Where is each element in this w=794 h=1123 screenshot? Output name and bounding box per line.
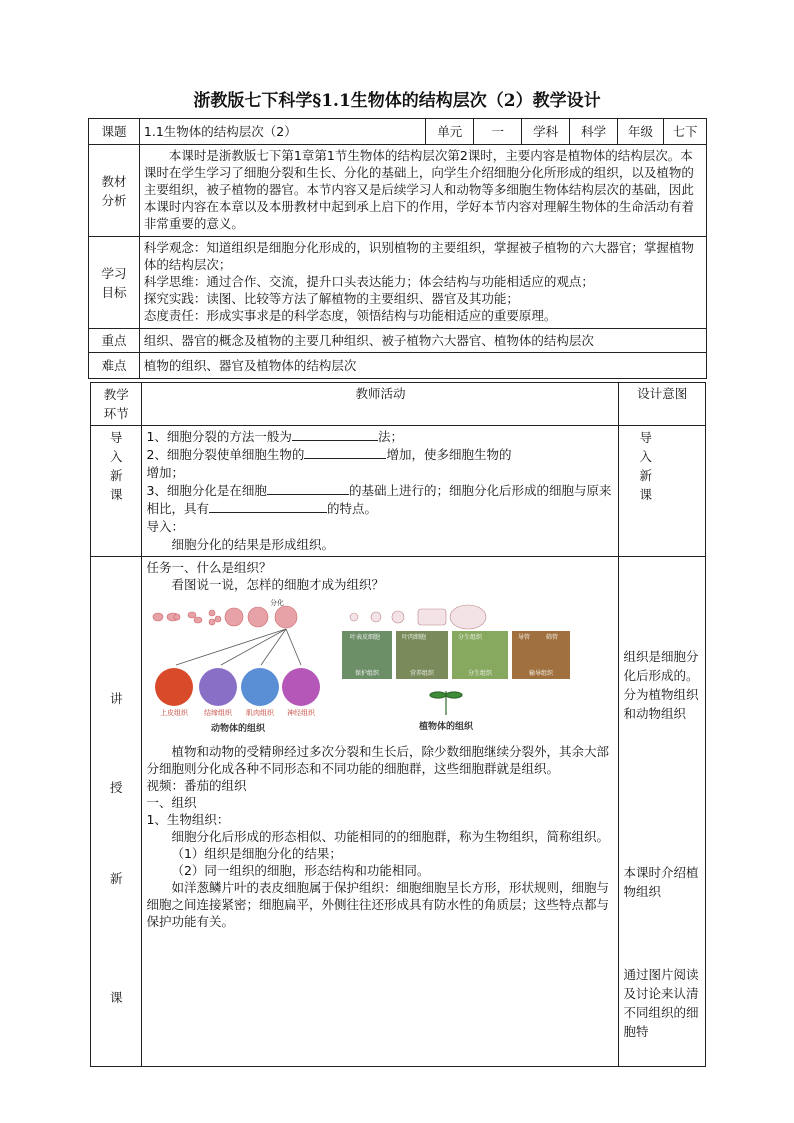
animal-tissue-label: 结缔组织 <box>204 709 233 717</box>
teach-activity <box>142 557 619 1067</box>
lead-text: 细胞分化的结果是形成组织。 <box>171 537 334 552</box>
tissue-illustration <box>146 595 614 735</box>
course-label: 课题 <box>89 119 140 145</box>
plant-caption: 植物体的组织 <box>419 722 474 732</box>
grade-label: 年级 <box>618 119 664 145</box>
plant-tissue-label: 输导组织 <box>529 670 554 677</box>
course-value: 1.1生物体的结构层次（2） <box>139 119 425 145</box>
lead-label: 导入： <box>146 519 184 534</box>
tissue-paragraph: 植物和动物的受精卵经过多次分裂和生长后，除少数细胞继续分裂外，其余大部分细胞则分化成各种不同形态和不同功能的细胞群，这些细胞群就是组织。 <box>146 744 609 776</box>
task-heading: 任务一、什么是组织？ <box>146 560 272 575</box>
lesson-info-table <box>88 118 707 379</box>
plant-tissue-label: 营养组织 <box>410 670 435 677</box>
teacher-activity-header: 教师活动 <box>142 383 619 426</box>
section-heading: 一、组织 <box>146 795 197 810</box>
intent-note: 组织是细胞分化后形成的。分为植物组织和动物组织 <box>623 649 699 721</box>
teach-intent <box>619 557 706 1067</box>
tissue-definition: 细胞分化后形成的形态相似、功能相同的的细胞群，称为生物组织，简称组织。 <box>171 829 609 844</box>
animal-tissue-label: 神经组织 <box>287 709 316 717</box>
blank-line[interactable] <box>292 428 378 441</box>
subsection-heading: 1、生物组织： <box>146 812 230 827</box>
plant-tissue-tag: 叶肉细胞 <box>402 634 427 641</box>
nerve-tissue-disc <box>282 668 320 706</box>
plant-tissue-tag: 导管 <box>518 634 531 641</box>
unit-label: 单元 <box>426 119 474 145</box>
goals-label: 学习 目标 <box>89 237 140 329</box>
differentiation-lines <box>176 629 301 665</box>
animal-caption: 动物体的组织 <box>211 724 266 734</box>
analysis-label: 教材 分析 <box>89 145 140 237</box>
document-title: 浙教版七下科学§1.1生物体的结构层次（2）教学设计 <box>193 91 601 111</box>
process-table <box>90 382 706 1067</box>
video-note: 视频：番茄的组织 <box>146 778 247 793</box>
cell-division-chain <box>153 606 297 628</box>
goals-text <box>139 237 706 329</box>
onion-example: 如洋葱鳞片叶的表皮细胞属于保护组织：细胞细胞呈长方形，形状规则，细胞与细胞之间连接紧密；细胞扁平，外侧往往还形成具有防水性的角质层；这些特点都与保护功能有关。 <box>146 880 609 929</box>
goal-line: 态度责任：形成实事求是的科学态度，领悟结构与功能相适应的重要原理。 <box>143 308 557 323</box>
tissue-figure <box>146 595 614 735</box>
intro-intent: 导 入 新 课 <box>619 426 706 557</box>
grade-value: 七下 <box>664 119 707 145</box>
animal-tissue-label: 上皮组织 <box>160 709 189 717</box>
subject-label: 学科 <box>522 119 570 145</box>
blank-line[interactable] <box>267 482 349 495</box>
epithelial-tissue-disc <box>155 668 193 706</box>
plant-tissue-tag: 筛管 <box>546 634 559 641</box>
key-points-label: 重点 <box>89 329 140 353</box>
subject-value: 科学 <box>570 119 618 145</box>
muscle-tissue-disc <box>241 668 279 706</box>
point-1: （1）组织是细胞分化的结果； <box>171 846 342 861</box>
plant-tissue-tag: 叶表皮细胞 <box>350 634 381 641</box>
teach-stage: 讲 授 新 课 <box>91 557 142 1067</box>
key-points-text: 组织、器官的概念及植物的主要几种组织、被子植物六大器官、植物体的结构层次 <box>139 329 706 353</box>
intent-note: 通过图片阅读及讨论来认清不同组织的细胞特 <box>623 967 699 1039</box>
goal-line: 科学思维：通过合作、交流，提升口头表达能力；体会结构与功能相适应的观点； <box>143 274 594 289</box>
difficulties-text: 植物的组织、器官及植物体的结构层次 <box>139 353 706 379</box>
difficulties-label: 难点 <box>89 353 140 379</box>
plant-sprout-icon <box>430 691 462 715</box>
plant-cell-chain <box>350 605 486 629</box>
plant-tissue-label: 分生组织 <box>468 670 493 677</box>
goal-line: 科学观念：知道组织是细胞分化形成的，识别植物的主要组织，掌握被子植物的六大器官；掌握植物体的结构层次； <box>143 240 694 272</box>
unit-value: 一 <box>474 119 522 145</box>
division-label: 分化 <box>270 599 285 607</box>
point-2: （2）同一组织的细胞，形态结构和功能相同。 <box>171 863 430 878</box>
stage-header: 教学 环节 <box>91 383 142 426</box>
plant-tissue-tag: 分生组织 <box>458 634 483 641</box>
connective-tissue-disc <box>199 668 237 706</box>
figure-prompt: 看图说一说，怎样的细胞才成为组织？ <box>171 577 384 592</box>
plant-tissue-label: 保护组织 <box>355 670 380 677</box>
animal-tissue-label: 肌肉组织 <box>246 709 275 717</box>
design-intent-header: 设计意图 <box>619 383 706 426</box>
intro-stage: 导 入 新 课 <box>91 426 142 557</box>
blank-line[interactable] <box>209 500 327 513</box>
intro-activity: 1、细胞分裂的方法一般为 法； 2、细胞分裂使单细胞生物的 增加，使多细胞生物的 增加； 3、细胞分化是在细胞 的基础上进行的；细胞分化后形成的细胞与原来相比，具有 的特点。 导入： 细胞分化的结果是形成组织。 <box>142 426 619 557</box>
goal-line: 探究实践：读图、比较等方法了解植物的主要组织、器官及其功能； <box>143 291 519 306</box>
analysis-text: 本课时是浙教版七下第1章第1节生物体的结构层次第2课时，主要内容是植物体的结构层次。本课时在学生学习了细胞分裂和生长、分化的基础上，向学生介绍细胞分化所形成的组织，以及植物的主要组织，被子植物的器官。本节内容又是后续学习人和动物等多细胞生物体结构层次的基础，因此本课时内容在本章以及本册教材中起到承上启下的作用，学好本节内容对理解生物体的生命活动有着非常重要的意义。 <box>139 145 706 237</box>
blank-line[interactable] <box>304 446 386 459</box>
intent-note: 本课时介绍植物组织 <box>623 865 699 899</box>
